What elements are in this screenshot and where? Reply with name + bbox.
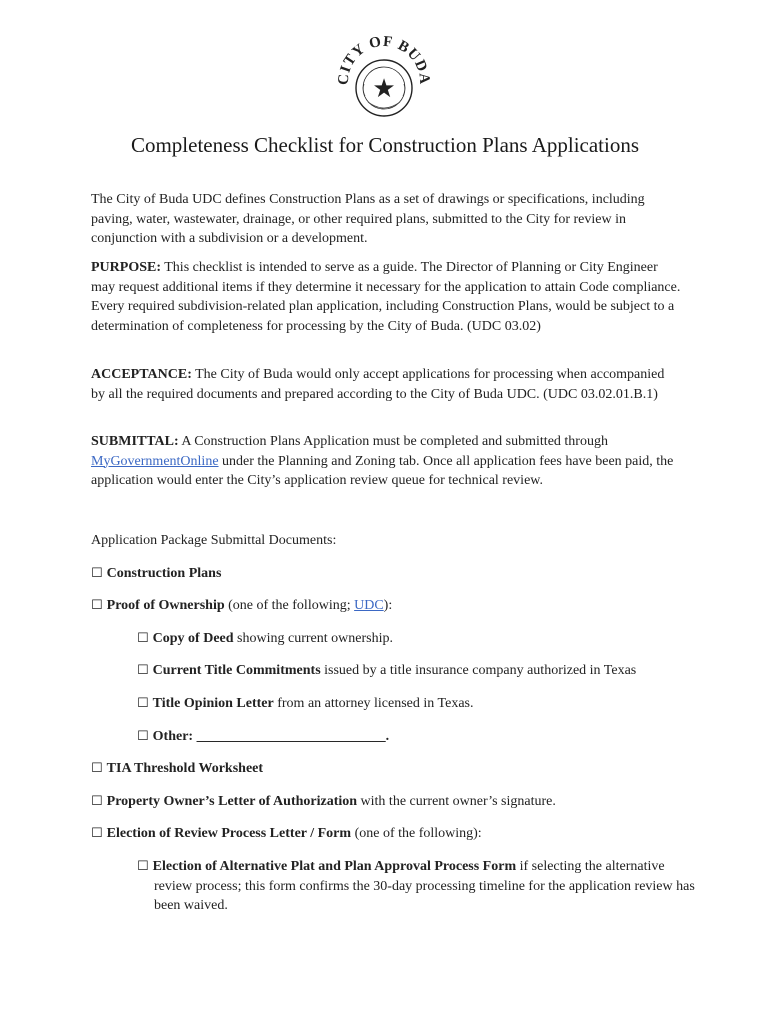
checkbox-icon[interactable]: ☐ bbox=[137, 663, 149, 678]
checklist-item-owner-letter bbox=[91, 792, 556, 812]
checklist-item-copy-of-deed bbox=[137, 629, 393, 649]
item-text: issued by a title insurance company authorized in Texas bbox=[320, 663, 637, 678]
udc-link[interactable]: UDC bbox=[354, 598, 384, 613]
checklist-item-tia-worksheet bbox=[91, 759, 263, 779]
checkbox-icon[interactable]: ☐ bbox=[137, 729, 149, 744]
item-text: from an attorney licensed in Texas. bbox=[273, 696, 474, 711]
acceptance-label: ACCEPTANCE: bbox=[91, 367, 192, 382]
acceptance-text: The City of Buda would only accept applications for processing when accompanied by all the required documents and prepared according to the City of Buda UDC. (UDC 03.02.01.B.1) bbox=[91, 367, 665, 402]
mygovernmentonline-link[interactable]: MyGovernmentOnline bbox=[91, 453, 219, 469]
checkbox-icon[interactable]: ☐ bbox=[91, 566, 103, 581]
item-label: Other: ___________________________. bbox=[152, 729, 390, 744]
intro-paragraph: The City of Buda UDC defines Construction Plans as a set of drawings or specifications, including paving, water, wastewater, drainage, or other required plans, submitted to the City for review in conjunction with a subdivision or a development. bbox=[91, 192, 645, 246]
city-of-buda-seal bbox=[334, 30, 434, 126]
submittal-text-1: A Construction Plans Application must be completed and submitted through bbox=[178, 434, 608, 449]
checkbox-icon[interactable]: ☐ bbox=[137, 631, 149, 646]
checklist-item-title-commitments bbox=[137, 661, 636, 681]
submittal-paragraph bbox=[91, 432, 681, 491]
checkbox-icon[interactable]: ☐ bbox=[137, 859, 149, 874]
checkbox-icon[interactable]: ☐ bbox=[91, 761, 103, 776]
item-label: Construction Plans bbox=[106, 566, 222, 581]
checklist-item-construction-plans bbox=[91, 564, 221, 584]
checklist-item-election-of-review bbox=[91, 824, 482, 844]
item-text: (one of the following; bbox=[224, 598, 355, 613]
purpose-label: PURPOSE: bbox=[91, 260, 161, 275]
item-label: Current Title Commitments bbox=[152, 663, 321, 678]
item-text: (one of the following): bbox=[351, 826, 482, 841]
checkbox-icon[interactable]: ☐ bbox=[91, 598, 103, 613]
seal-text: CITY OF BUDA bbox=[335, 33, 433, 86]
checklist-item-title-opinion-letter bbox=[137, 694, 474, 714]
item-label: Property Owner’s Letter of Authorization bbox=[106, 794, 358, 809]
package-heading: Application Package Submittal Documents: bbox=[91, 533, 337, 548]
checklist-item-other bbox=[137, 727, 389, 747]
item-label: Election of Review Process Letter / Form bbox=[106, 826, 352, 841]
item-label: TIA Threshold Worksheet bbox=[106, 761, 264, 776]
checklist-item-alternative-process-form bbox=[137, 857, 699, 916]
seal-star: ★ bbox=[372, 74, 396, 104]
item-label: Proof of Ownership bbox=[106, 598, 225, 613]
item-text: with the current owner’s signature. bbox=[357, 794, 556, 809]
checklist-item-proof-of-ownership bbox=[91, 596, 392, 616]
page-title: Completeness Checklist for Construction Plans Applications bbox=[130, 133, 640, 157]
checkbox-icon[interactable]: ☐ bbox=[91, 826, 103, 841]
checkbox-icon[interactable]: ☐ bbox=[137, 696, 149, 711]
item-label: Election of Alternative Plat and Plan Approval Process Form bbox=[152, 859, 517, 874]
item-text: ): bbox=[383, 598, 393, 613]
checkbox-icon[interactable]: ☐ bbox=[91, 794, 103, 809]
item-label: Title Opinion Letter bbox=[152, 696, 274, 711]
item-text: if selecting the alternative review process; this form confirms the 30-day processing timeline for the application review has been waived. bbox=[154, 859, 695, 913]
item-text: showing current ownership. bbox=[233, 631, 393, 646]
submittal-label: SUBMITTAL: bbox=[91, 434, 179, 449]
purpose-paragraph bbox=[91, 258, 681, 336]
item-label: Copy of Deed bbox=[152, 631, 234, 646]
acceptance-paragraph bbox=[91, 365, 681, 404]
purpose-text: This checklist is intended to serve as a guide. The Director of Planning or City Engineer may request additional items if they determine it necessary for the application to attain Code compliance. Every required subdivision-related plan application, including Construction Plans, would be subject to a determination of completeness for processing by the City of Buda. (UDC 03.02) bbox=[91, 260, 681, 334]
submittal-text-2: under the Planning and Zoning tab. Once all application fees have been paid, the application would enter the City’s application review queue for technical review. bbox=[91, 453, 674, 488]
